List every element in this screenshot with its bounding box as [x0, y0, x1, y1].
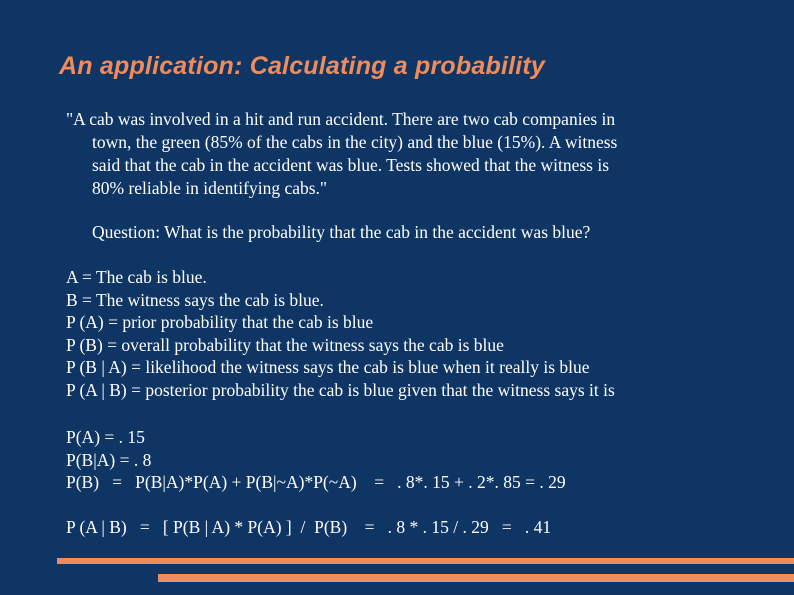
slide-title: An application: Calculating a probability	[59, 52, 546, 80]
definition-item: P (A) = prior probability that the cab is blue	[66, 312, 374, 332]
calculation-line: P(B|A) = . 8	[66, 449, 152, 470]
definition-item: P (B) = overall probability that the witness says the cab is blue	[66, 334, 504, 355]
calculation-line: P(B) = P(B|A)*P(A) + P(B|~A)*P(~A) = . 8*. 15 + . 2*. 85 = . 29	[66, 472, 566, 492]
problem-paragraph	[66, 108, 746, 200]
final-formula: P (A | B) = [ P(B | A) * P(A) ] / P(B) = . 8 * . 15 / . 29 = . 41	[66, 517, 552, 537]
definition-item: A = The cab is blue.	[66, 267, 207, 287]
calculation-list	[66, 426, 566, 494]
paragraph-line: 80% reliable in identifying cabs."	[92, 178, 328, 198]
paragraph-line: town, the green (85% of the cabs in the city) and the blue (15%). A witness	[92, 132, 618, 152]
accent-bar-top	[57, 558, 794, 564]
definition-item: P (B | A) = likelihood the witness says the cab is blue when it really is blue	[66, 357, 590, 377]
definition-item: P (A | B) = posterior probability the cab is blue given that the witness says it is	[66, 379, 615, 400]
question-text: Question: What is the probability that the cab in the accident was blue?	[92, 222, 591, 242]
calculation-line: P(A) = . 15	[66, 427, 145, 447]
definitions-list	[66, 266, 615, 401]
accent-bar-bottom	[158, 574, 794, 582]
paragraph-line: said that the cab in the accident was blue. Tests showed that the witness is	[92, 155, 610, 175]
paragraph-line: "A cab was involved in a hit and run accident. There are two cab companies in	[66, 109, 616, 129]
definition-item: B = The witness says the cab is blue.	[66, 289, 324, 310]
